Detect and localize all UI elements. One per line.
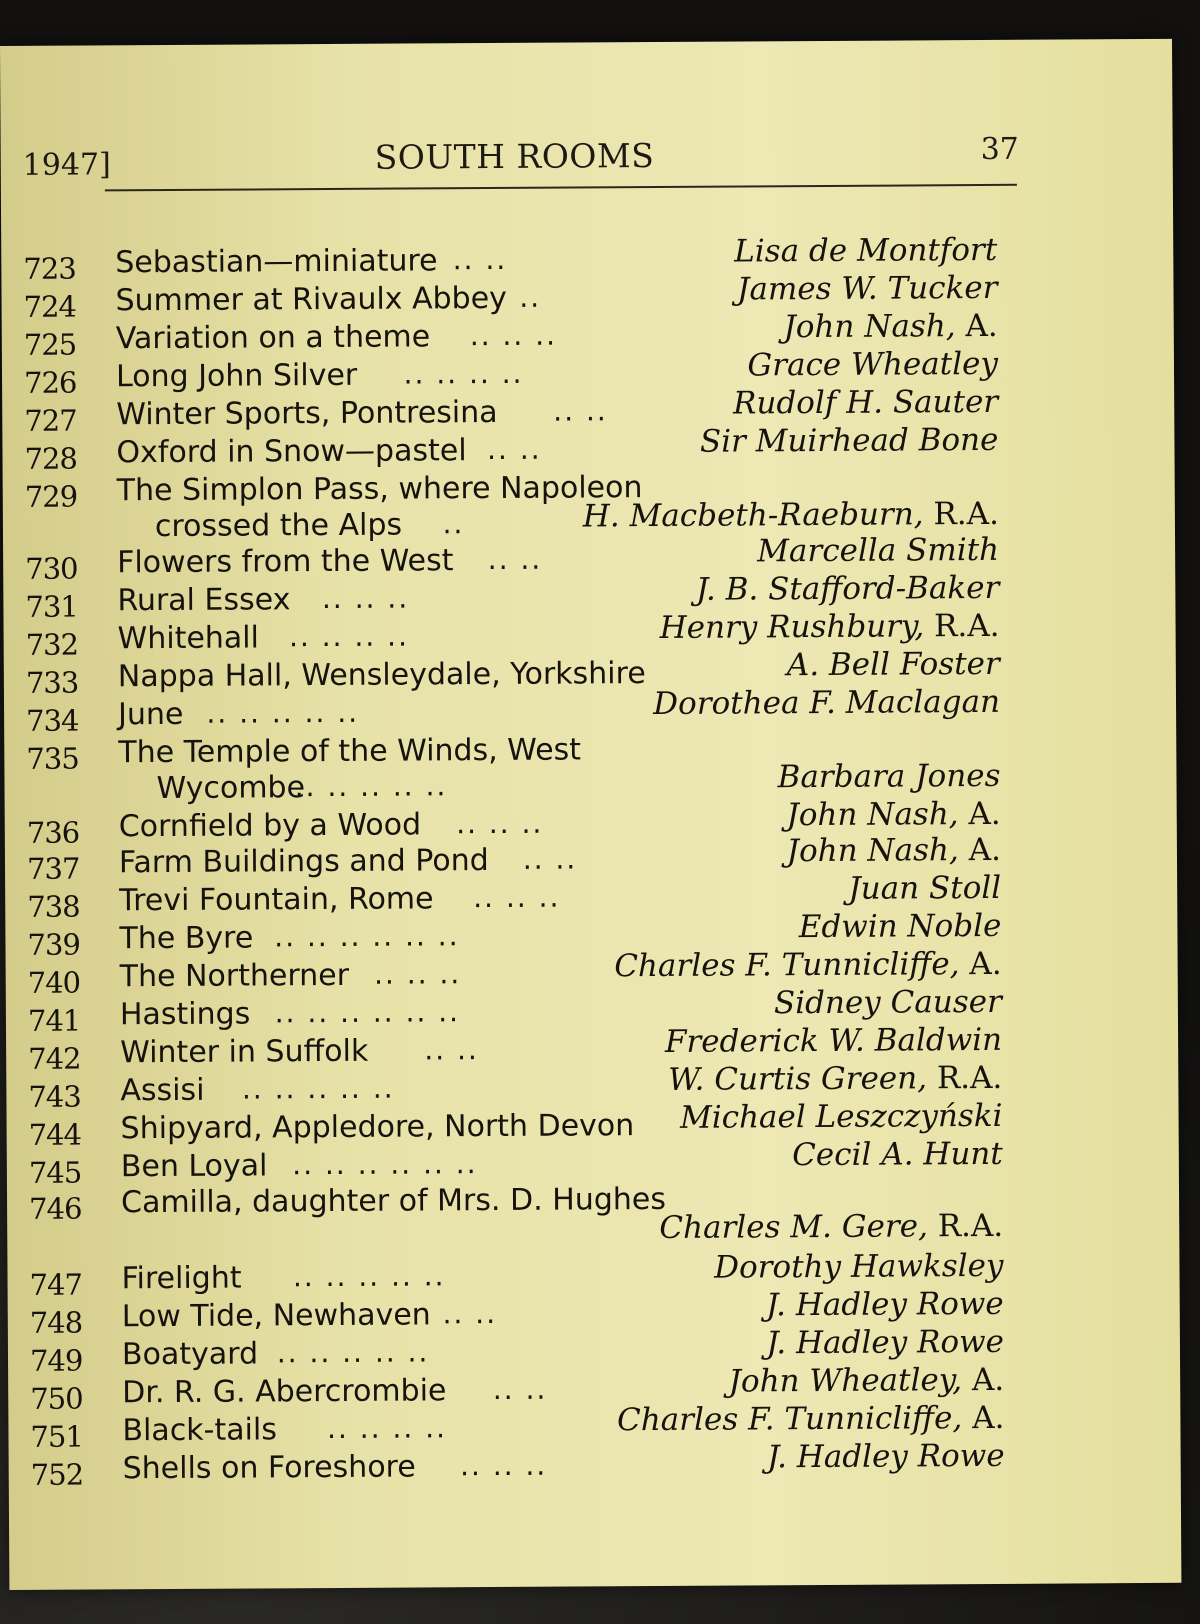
entry-number: 726 (23, 365, 77, 400)
catalogue-entry (4, 683, 1176, 738)
entry-artist (783, 308, 998, 345)
leader-dots: .. .. (522, 842, 578, 876)
entry-title: The Byre (119, 920, 254, 957)
catalogue-page (0, 39, 1181, 1590)
entry-artist (700, 422, 999, 460)
leader-dots: .. .. (553, 394, 608, 428)
entry-artist (774, 984, 1002, 1021)
catalogue-entry (3, 531, 1175, 586)
entry-artist (737, 270, 998, 308)
catalogue-entry (5, 869, 1177, 924)
leader-dots: .. .. .. (473, 880, 561, 915)
artist-name: J. Hadley Rowe (766, 1437, 1005, 1476)
entry-artist (696, 570, 1000, 608)
entry-number: 724 (23, 289, 77, 324)
artist-name: Rudolf H. Sauter (732, 383, 999, 422)
catalogue-entry (6, 945, 1178, 1000)
entry-number: 735 (26, 741, 79, 776)
leader-dots: .. (442, 507, 465, 541)
leader-dots: .. .. .. .. (403, 356, 524, 391)
entry-title: Dr. R. G. Abercrombie (122, 1373, 447, 1411)
leader-dots: .. (519, 280, 542, 314)
artist-distinction: A. (958, 831, 1002, 869)
artist-distinction: R.A. (924, 607, 1000, 645)
entry-title: Black-tails (122, 1412, 278, 1449)
catalogue-entry (8, 1361, 1180, 1416)
artist-distinction: A. (955, 307, 998, 345)
leader-dots: .. .. .. (456, 806, 544, 841)
entry-artist (680, 1098, 1003, 1136)
entry-artist (747, 346, 998, 384)
artist-distinction: R.A. (923, 495, 999, 533)
entry-artist (665, 1022, 1002, 1060)
entry-number: 745 (28, 1155, 82, 1190)
entry-number: 725 (23, 327, 77, 362)
entry-title: Nappa Hall, Wensleydale, Yorkshire (117, 656, 646, 695)
entry-title: Ben Loyal (120, 1148, 268, 1185)
artist-name: Marcella Smith (757, 531, 1000, 570)
entry-title: Whitehall (117, 620, 260, 657)
leader-dots: .. .. .. (469, 318, 558, 353)
artist-name: Grace Wheatley (747, 345, 999, 384)
entry-number: 752 (30, 1457, 84, 1492)
catalogue-entry (3, 569, 1175, 624)
entry-artist (583, 496, 999, 535)
entry-title: Winter in Suffolk (120, 1033, 369, 1071)
entry-artist (617, 1400, 1005, 1438)
leader-dots: .. .. .. .. (326, 1411, 448, 1446)
artist-distinction: A. (961, 1361, 1005, 1399)
artist-name: J. B. Stafford-Baker (695, 569, 1000, 608)
artist-name: Cecil A. Hunt (792, 1135, 1003, 1174)
artist-distinction: R.A. (926, 1059, 1003, 1097)
catalogue-entry (2, 345, 1174, 400)
catalogue-entry (4, 607, 1176, 662)
catalogue-entry (8, 1323, 1180, 1378)
entry-artist (660, 608, 1000, 646)
entry-number: 736 (26, 815, 80, 850)
entry-title: Summer at Rivaulx Abbey (115, 280, 507, 319)
leader-dots: .. .. (492, 1372, 548, 1407)
catalogue-entry (1, 269, 1173, 324)
entry-number: 751 (30, 1419, 83, 1454)
entry-title: Cornfield by a Wood (118, 807, 422, 845)
artist-name: John Nash, (783, 308, 956, 346)
page-header (1, 131, 1173, 183)
catalogue-entry (7, 1097, 1179, 1152)
entry-number: 723 (23, 251, 76, 286)
artist-name: Michael Leszczyński (679, 1097, 1003, 1136)
artist-name: W. Curtis Green, (668, 1060, 928, 1098)
leader-dots: .. .. (424, 1033, 479, 1067)
entry-title: Assisi (120, 1072, 205, 1109)
catalogue-entries (1, 189, 1181, 1496)
entry-number: 739 (27, 927, 80, 962)
entry-title: Farm Buildings and Pond (118, 843, 489, 881)
artist-name: Henry Rushbury, (659, 608, 925, 646)
entry-number: 734 (26, 703, 79, 738)
header-page-number: 37 (980, 131, 1019, 168)
entry-title: June (117, 696, 184, 733)
catalogue-entry (4, 645, 1176, 700)
entry-number: 730 (25, 551, 78, 586)
entry-number: 737 (26, 851, 80, 886)
entry-title: Shipyard, Appledore, North Devon (120, 1108, 635, 1147)
leader-dots: .. .. .. (321, 581, 410, 616)
entry-artist (799, 908, 1002, 945)
artist-distinction: A. (959, 945, 1002, 983)
leader-dots: .. .. .. .. .. (241, 1071, 395, 1106)
header-year: 1947] (22, 147, 111, 183)
entry-number: 733 (25, 665, 79, 700)
entry-number: 728 (24, 441, 77, 476)
entry-title: Boatyard (121, 1336, 259, 1373)
entry-number: 732 (25, 627, 79, 662)
entry-title: Rural Essex (117, 582, 291, 619)
entry-artist (653, 684, 1000, 722)
entry-title: Low Tide, Newhaven (121, 1297, 431, 1335)
entry-number: 727 (24, 403, 77, 438)
entry-title: Shells on Foreshore (122, 1449, 416, 1487)
entry-artist (767, 1438, 1005, 1475)
catalogue-entry (6, 1021, 1178, 1076)
header-section-title: SOUTH ROOMS (374, 136, 655, 177)
artist-name: Lisa de Montfort (734, 231, 998, 270)
artist-name: James W. Tucker (736, 269, 998, 308)
leader-dots: .. .. (486, 432, 542, 467)
artist-name: J. Hadley Rowe (766, 1323, 1005, 1362)
leader-dots: .. .. .. (373, 957, 462, 991)
catalogue-entry (5, 907, 1177, 962)
entry-artist (714, 1248, 1004, 1286)
entry-number: 740 (27, 965, 81, 1000)
entry-artist (766, 1324, 1004, 1361)
artist-name: A. Bell Foster (786, 645, 1000, 684)
leader-dots: .. .. .. .. (288, 619, 410, 654)
entry-title: Sebastian—miniature (115, 243, 438, 281)
entry-number: 741 (27, 1003, 81, 1038)
leader-dots: .. .. .. .. .. .. (274, 995, 461, 1030)
artist-name: H. Macbeth-Raeburn, (582, 496, 924, 535)
entry-number: 747 (29, 1267, 83, 1302)
artist-distinction: R.A. (927, 1207, 1004, 1245)
entry-title: Wycombe (156, 770, 306, 807)
artist-name: Barbara Jones (777, 757, 1001, 796)
artist-name: Juan Stoll (848, 869, 1002, 907)
entry-title: Oxford in Snow—pastel (116, 433, 467, 471)
entry-number: 749 (29, 1343, 83, 1378)
entry-artist (757, 532, 999, 569)
entry-artist (777, 758, 1000, 795)
catalogue-entry (8, 1399, 1180, 1454)
entry-number: 750 (30, 1381, 83, 1416)
entry-artist (733, 384, 998, 422)
entry-number: 738 (27, 889, 80, 924)
artist-distinction: A. (962, 1399, 1005, 1437)
artist-distinction: A. (958, 795, 1001, 833)
artist-name: Sir Muirhead Bone (699, 421, 999, 460)
entry-title: The Simplon Pass, where Napoleon (116, 470, 643, 509)
catalogue-entry (2, 383, 1174, 438)
artist-name: Sidney Causer (773, 983, 1002, 1022)
catalogue-entry (8, 1285, 1180, 1340)
entry-title: Firelight (121, 1260, 242, 1297)
entry-artist (848, 870, 1001, 907)
entry-artist (792, 1136, 1003, 1173)
artist-name: Frederick W. Baldwin (664, 1021, 1003, 1060)
entry-title: Trevi Fountain, Rome (119, 881, 434, 919)
entry-artist (786, 796, 1001, 833)
catalogue-entry (2, 421, 1174, 476)
entry-number: 748 (29, 1305, 83, 1340)
leader-dots: .. .. (452, 242, 508, 277)
entry-artist (787, 646, 1000, 683)
entry-number (25, 515, 115, 516)
artist-name: Dorothy Hawksley (714, 1247, 1004, 1286)
entry-artist (659, 1208, 1003, 1246)
entry-number: 731 (25, 589, 78, 624)
entry-title: crossed the Alps (154, 507, 403, 545)
artist-name: John Nash, (786, 796, 959, 834)
entry-title: Hastings (119, 996, 251, 1033)
leader-dots: .. .. .. .. .. (294, 769, 448, 804)
leader-dots: .. .. .. .. .. (292, 1259, 446, 1294)
entry-title: Winter Sports, Pontresina (116, 394, 498, 433)
leader-dots: .. .. .. .. .. (206, 695, 360, 730)
leader-dots: .. .. .. .. .. .. (292, 1147, 478, 1182)
entry-title: The Temple of the Winds, West (118, 732, 582, 771)
catalogue-entry (6, 983, 1178, 1038)
entry-title: Variation on a theme (115, 319, 431, 357)
entry-artist (728, 1362, 1004, 1400)
catalogue-entry (6, 1059, 1178, 1114)
entry-number: 743 (28, 1079, 81, 1114)
leader-dots: .. .. (487, 542, 543, 577)
artist-name: Charles M. Gere, (659, 1208, 929, 1246)
entry-number (29, 1227, 119, 1228)
artist-name: Edwin Noble (798, 907, 1002, 946)
catalogue-entry (7, 1247, 1179, 1302)
entry-title: Long John Silver (115, 357, 358, 395)
entry-number: 744 (28, 1117, 82, 1152)
artist-name: John Wheatley, (728, 1362, 963, 1400)
artist-name: Dorothea F. Maclagan (653, 683, 1001, 723)
artist-name: Charles F. Tunnicliffe, (614, 946, 960, 985)
entry-number: 742 (28, 1041, 81, 1076)
leader-dots: .. .. (442, 1296, 498, 1331)
catalogue-entry (9, 1437, 1181, 1492)
entry-artist (734, 232, 997, 270)
entry-title: The Northerner (119, 957, 350, 995)
leader-dots: .. .. .. .. .. .. (274, 919, 460, 954)
entry-number: 746 (29, 1191, 82, 1226)
artist-name: Charles F. Tunnicliffe, (616, 1400, 963, 1439)
artist-name: J. Hadley Rowe (765, 1285, 1004, 1324)
leader-dots: .. .. .. (459, 1448, 548, 1483)
catalogue-entry (1, 231, 1173, 286)
leader-dots: .. .. .. .. .. (276, 1335, 430, 1370)
artist-name: John Nash, (786, 832, 959, 870)
entry-number: 729 (24, 479, 78, 514)
entry-title: Camilla, daughter of Mrs. D. Hughes (120, 1181, 667, 1221)
catalogue-entry (2, 307, 1174, 362)
entry-title: Flowers from the West (117, 543, 454, 581)
entry-artist (614, 946, 1002, 984)
entry-artist (786, 832, 1001, 869)
entry-artist (668, 1060, 1002, 1098)
entry-artist (766, 1286, 1004, 1323)
entry-number (26, 777, 116, 778)
